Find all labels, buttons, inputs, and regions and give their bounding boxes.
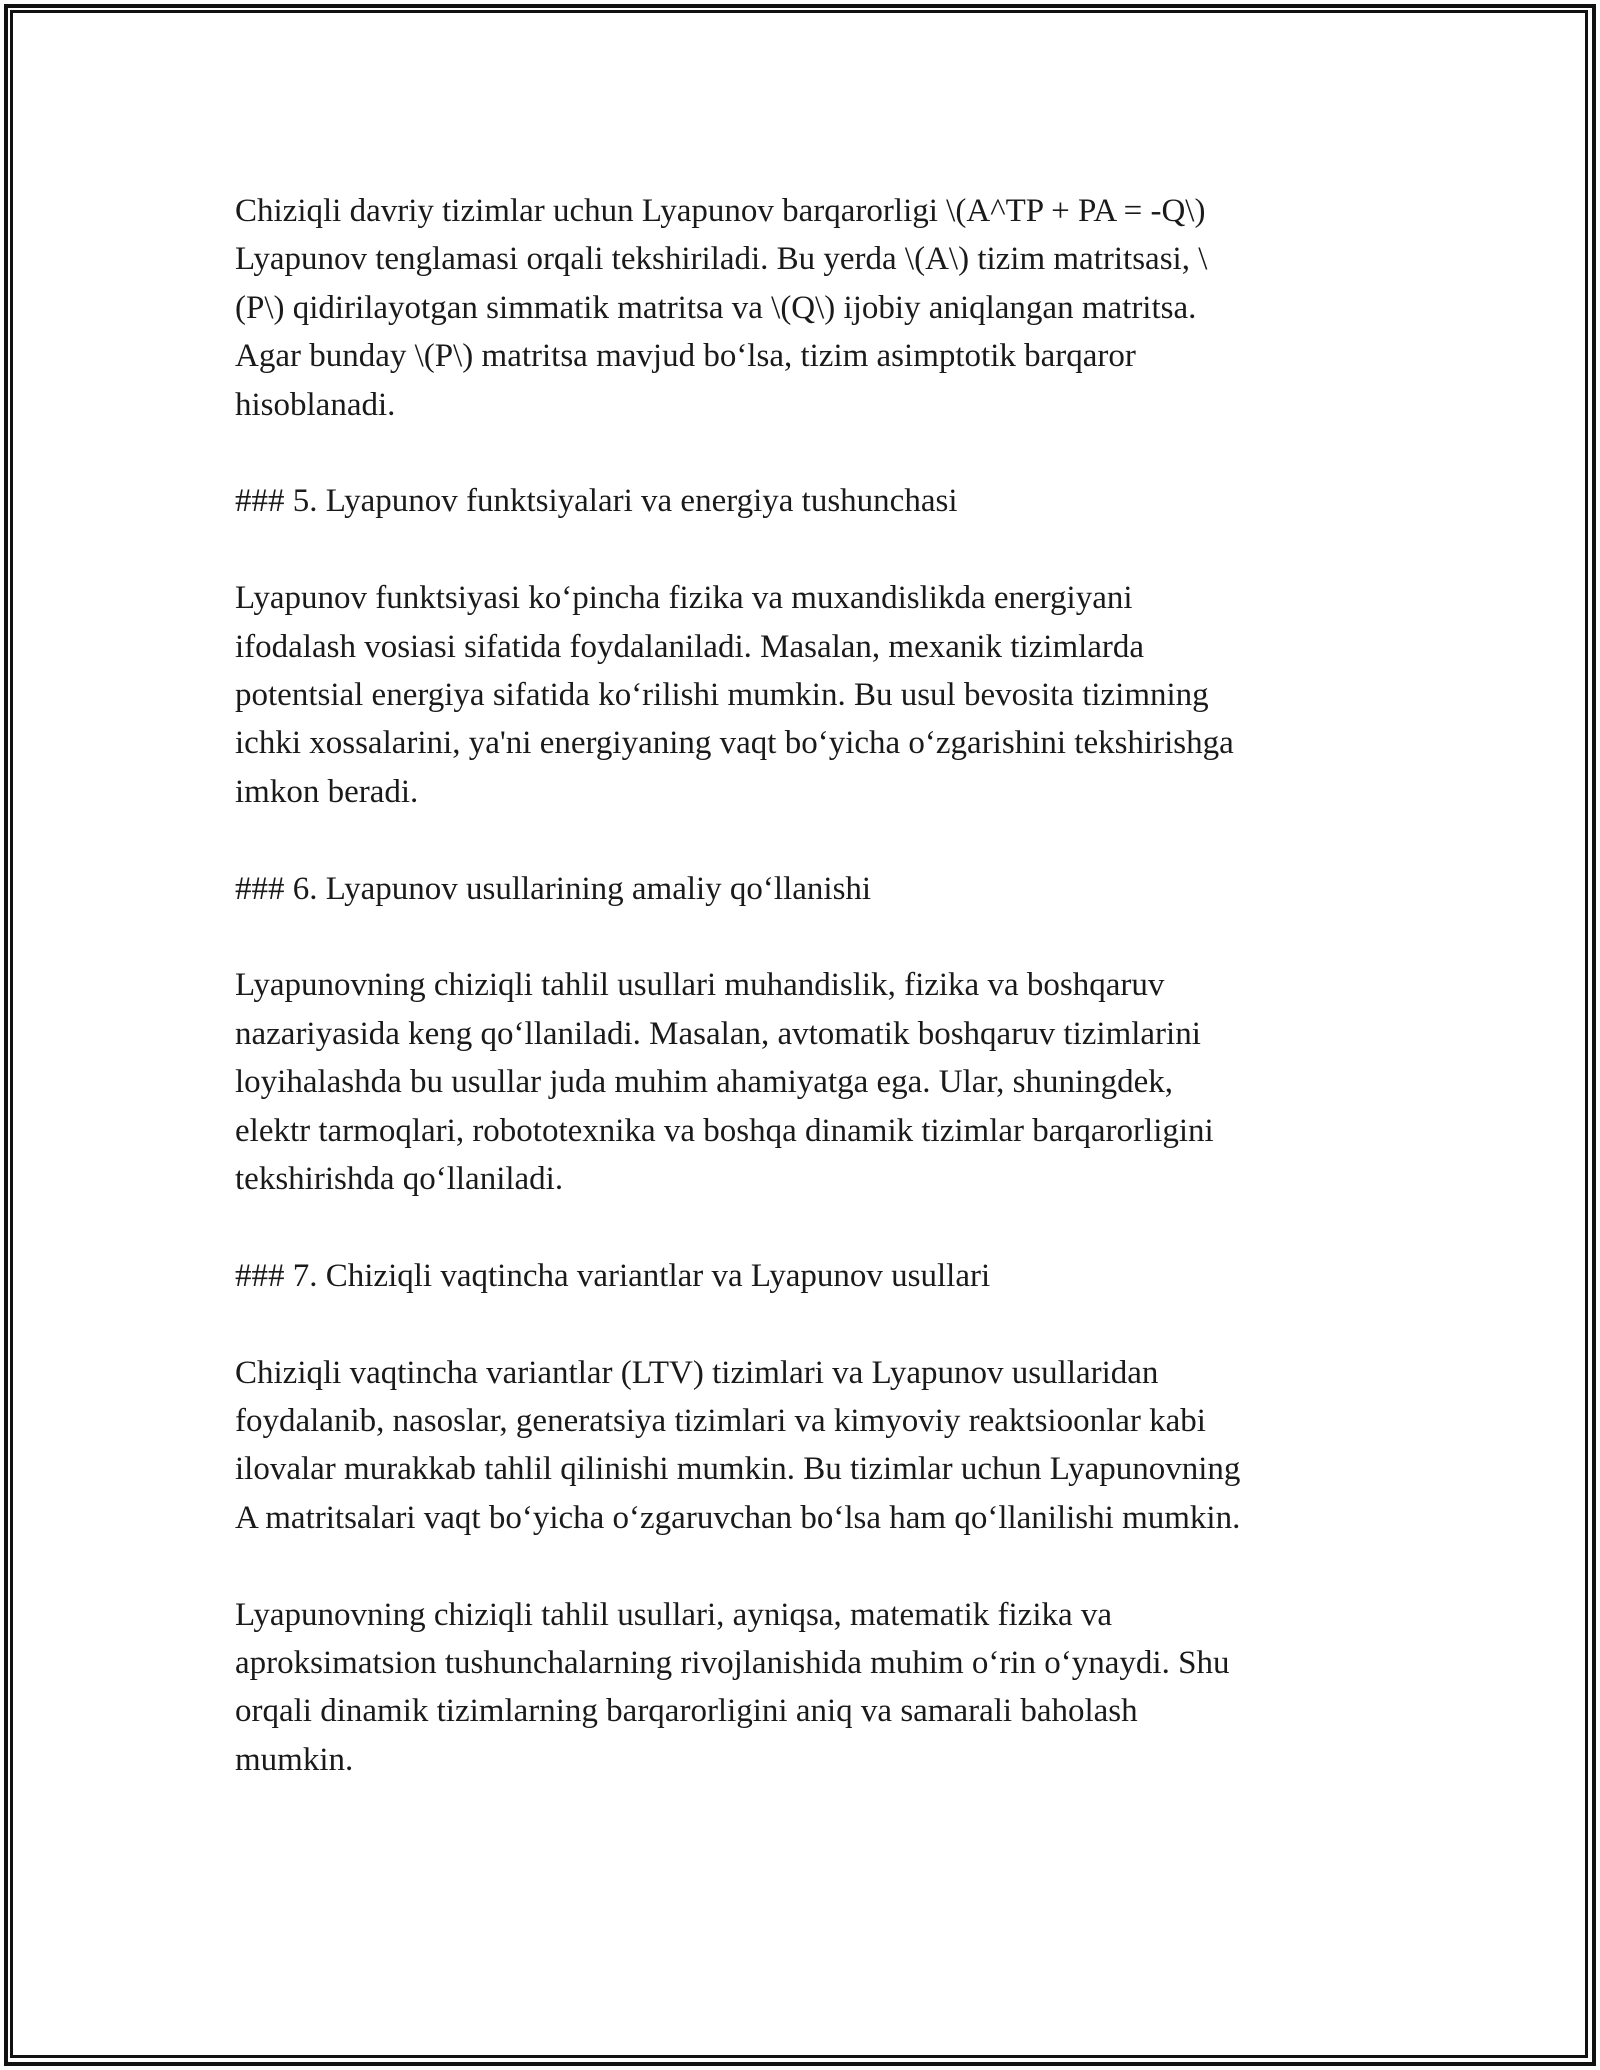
text-line: A matritsalari vaqt bo‘yicha o‘zgaruvchan bo‘lsa ham qo‘llanilishi mumkin. xyxy=(235,1499,1241,1536)
text-line: Chiziqli vaqtincha variantlar (LTV) tizimlari va Lyapunov usullaridan xyxy=(235,1354,1159,1391)
paragraph xyxy=(235,1349,1365,1543)
paragraph xyxy=(235,961,1365,1203)
section-heading xyxy=(235,865,1365,913)
text-line: nazariyasida keng qo‘llaniladi. Masalan, avtomatik boshqaruv tizimlarini xyxy=(235,1015,1201,1052)
text-line: ifodalash vosiasi sifatida foydalaniladi. Masalan, mexanik tizimlarda xyxy=(235,628,1145,665)
section-heading xyxy=(235,1252,1365,1300)
paragraph xyxy=(235,574,1365,816)
text-line: aproksimatsion tushunchalarning rivojlanishida muhim o‘rin o‘ynaydi. Shu xyxy=(235,1645,1230,1682)
paragraph xyxy=(235,1591,1365,1785)
text-line: foydalanib, nasoslar, generatsiya tizimlari va kimyoviy reaktsioonlar kabi xyxy=(235,1403,1206,1440)
text-line: potentsial energiya sifatida ko‘rilishi mumkin. Bu usul bevosita tizimning xyxy=(235,677,1209,714)
text-line: ichki xossalarini, ya'ni energiyaning vaqt bo‘yicha o‘zgarishini tekshirishga xyxy=(235,725,1234,762)
text-line: Lyapunov tenglamasi orqali tekshiriladi. Bu yerda \(A\) tizim matritsasi, \ xyxy=(235,241,1208,278)
text-line: mumkin. xyxy=(235,1741,354,1778)
text-line: ### 7. Chiziqli vaqtincha variantlar va Lyapunov usullari xyxy=(235,1257,991,1294)
text-line: ilovalar murakkab tahlil qilinishi mumkin. Bu tizimlar uchun Lyapunovning xyxy=(235,1451,1241,1488)
text-line: Lyapunovning chiziqli tahlil usullari muhandislik, fizika va boshqaruv xyxy=(235,967,1165,1004)
text-line: Agar bunday \(P\) matritsa mavjud bo‘lsa, tizim asimptotik barqaror xyxy=(235,338,1136,375)
text-line: (P\) qidirilayotgan simmatik matritsa va \(Q\) ijobiy aniqlangan matritsa. xyxy=(235,289,1197,326)
text-line: imkon beradi. xyxy=(235,773,419,810)
text-line: tekshirishda qo‘llaniladi. xyxy=(235,1161,564,1198)
text-line: elektr tarmoqlari, robototexnika va boshqa dinamik tizimlar barqarorligini xyxy=(235,1112,1214,1149)
text-line: ### 5. Lyapunov funktsiyalari va energiya tushunchasi xyxy=(235,483,958,520)
text-line: Lyapunov funktsiyasi ko‘pincha fizika va muxandislikda energiyani xyxy=(235,580,1133,617)
text-line: orqali dinamik tizimlarning barqarorligini aniq va samarali baholash xyxy=(235,1693,1138,1730)
text-line: hisoblanadi. xyxy=(235,386,396,423)
text-line: loyihalashda bu usullar juda muhim ahamiyatga ega. Ular, shuningdek, xyxy=(235,1064,1174,1101)
text-line: ### 6. Lyapunov usullarining amaliy qo‘llanishi xyxy=(235,870,872,907)
text-line: Lyapunovning chiziqli tahlil usullari, ayniqsa, matematik fizika va xyxy=(235,1596,1113,1633)
section-heading xyxy=(235,477,1365,525)
paragraph xyxy=(235,187,1365,429)
document-body xyxy=(235,187,1365,1784)
text-line: Chiziqli davriy tizimlar uchun Lyapunov barqarorligi \(A^TP + PA = -Q\) xyxy=(235,193,1206,229)
